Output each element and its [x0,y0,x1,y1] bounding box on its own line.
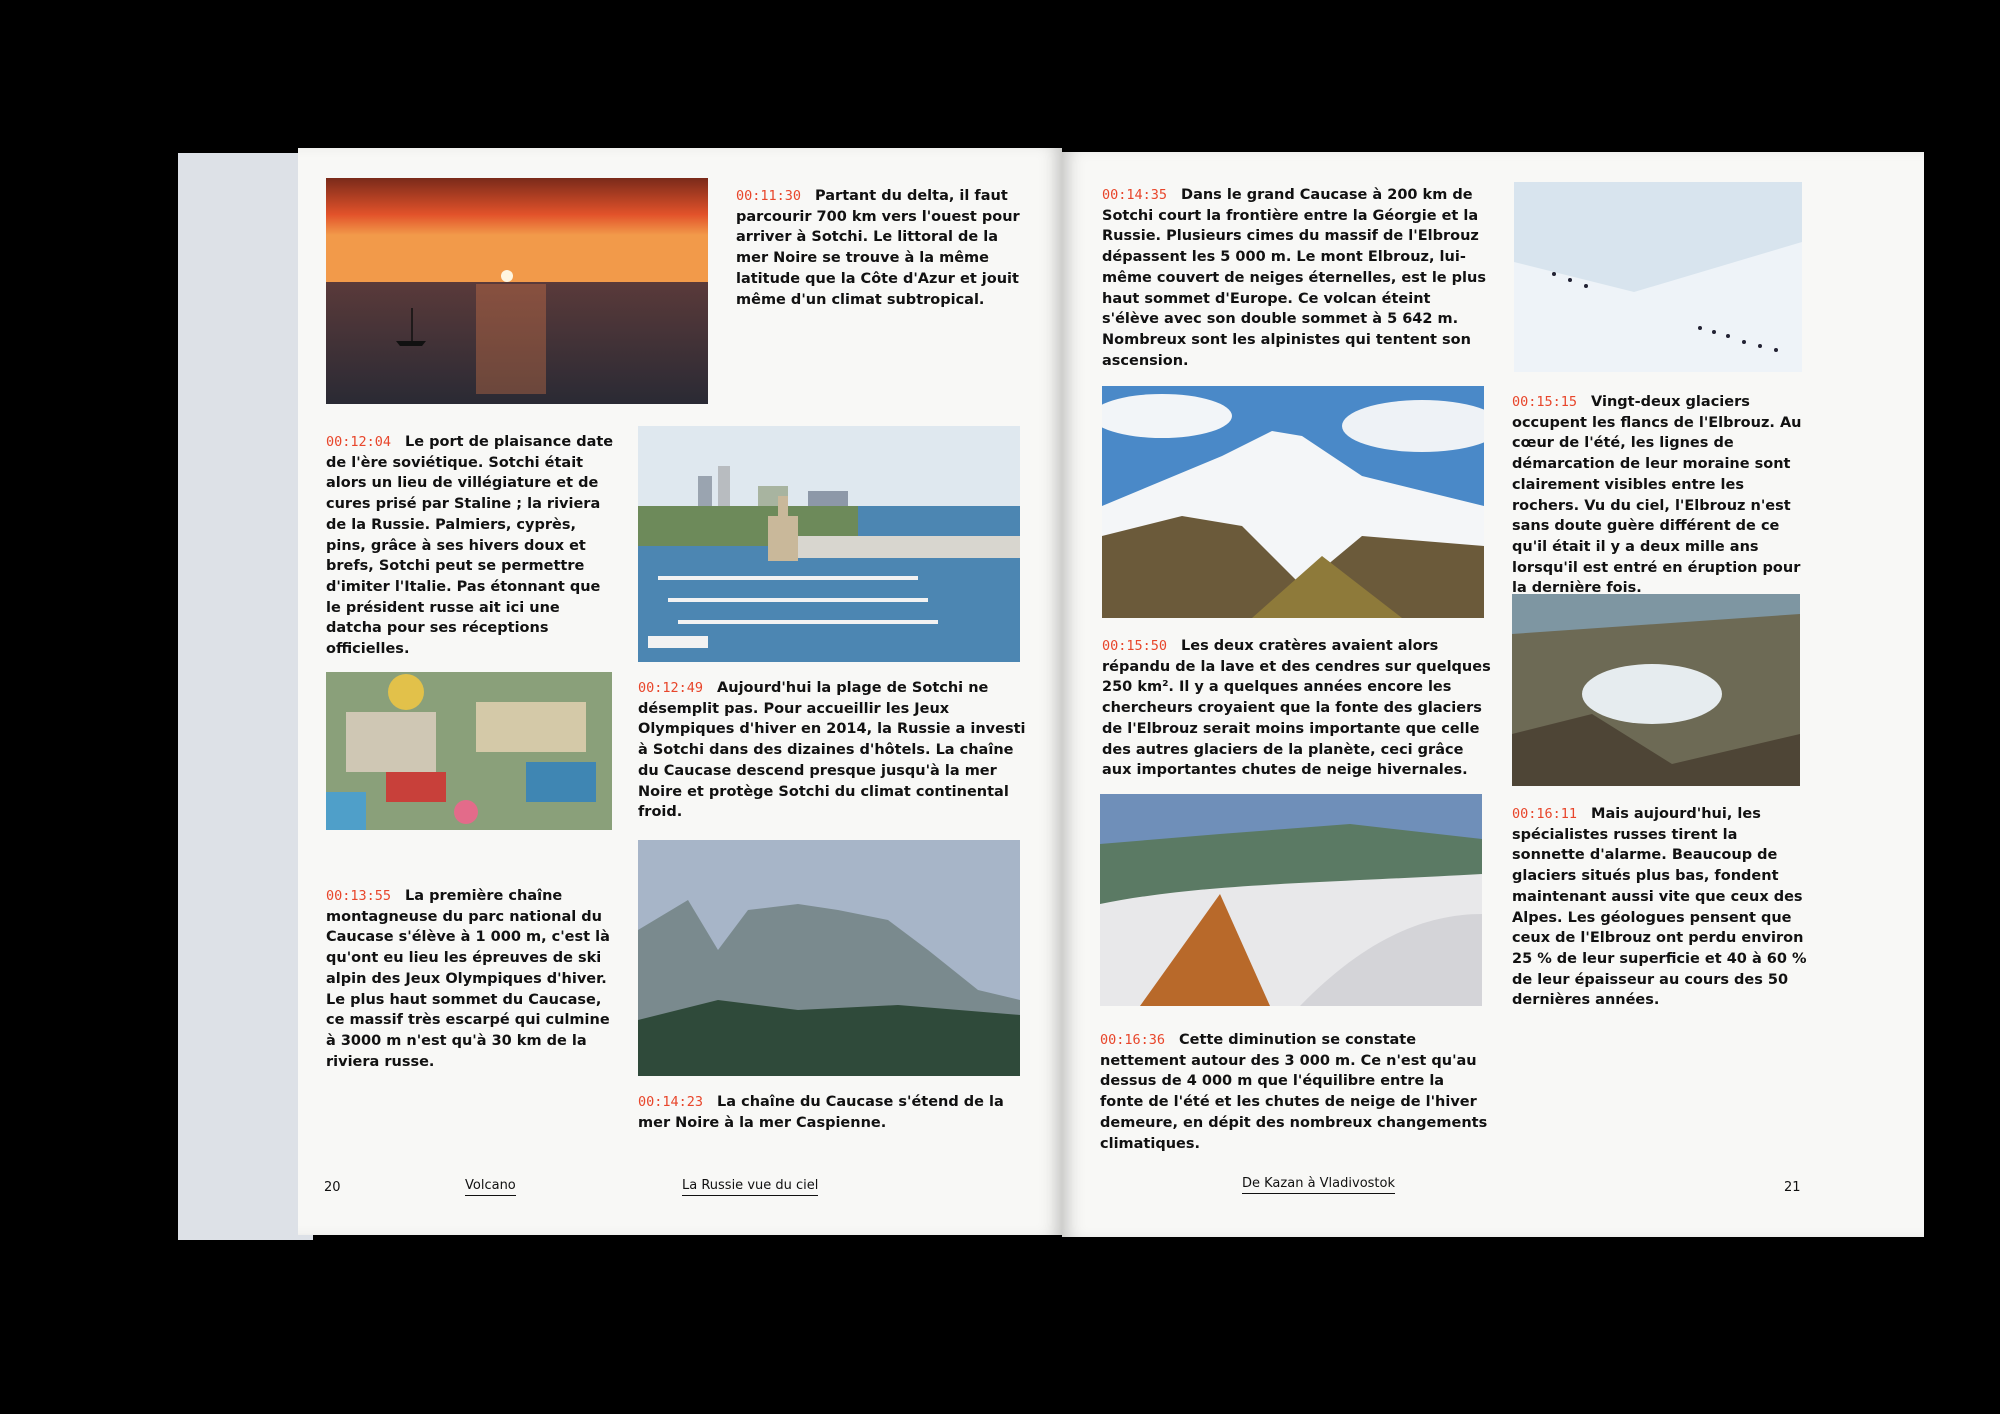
text-block-8: 00:15:50 Les deux cratères avaient alors répandu de la lave et des cendres sur quelques 250 km². Il y a quelques années encore les chercheurs croyaient que la fonte des glaciers de l'Elbrouz serait moins importante que celle des autres glaciers de la planète, ceci grâce aux importantes chutes de neige hivernales. [1102,638,1491,779]
running-head-right: De Kazan à Vladivostok [1242,1176,1395,1194]
text-block-3: 00:12:49 Aujourd'hui la plage de Sotchi ne désemplit pas. Pour accueillir les Jeux Olympiques d'hiver en 2014, la Russie a investi à Sotchi dans des dizaines d'hôtels. La chaîne du Caucase descend presque jusqu'à la mer Noire et protège Sotchi du climat continental froid. [638,680,1026,821]
timecode: 00:13:55 [326,888,392,904]
sochi-marina-photo [638,426,1020,662]
timecode: 00:12:49 [638,680,704,696]
timecode: 00:12:04 [326,434,392,450]
timecode: 00:11:30 [736,188,802,204]
caucasus-peak-photo [638,840,1020,1076]
timecode: 00:14:23 [638,1094,704,1110]
page-number: 20 [324,1180,341,1195]
text-block-9: 00:16:11 Mais aujourd'hui, les spécialistes russes tirent la sonnette d'alarme. Beaucoup de glaciers situés plus bas, fondent maintenant aussi vite que ceux des Alpes. Les géologues pensent que ceux de l'Elbrouz ont perdu environ 25 % de leur superficie et 40 à 60 % de leur épaisseur au cours des 50 dernières années. [1512,806,1807,1009]
text-block-2: 00:12:04 Le port de plaisance date de l'ère soviétique. Sotchi était alors un lieu de villégiature et de cures prisé par Staline ; la riviera de la Russie. Palmiers, cyprès, pins, grâce à ses hivers doux et brefs, Sotchi peut se permettre d'imiter l'Italie. Pas étonnant que le président russe ait ici une datcha pour ses réceptions officielles. [326,434,614,658]
text-block-7: 00:15:15 Vingt-deux glaciers occupent les flancs de l'Elbrouz. Au cœur de l'été, les lignes de démarcation de leur moraine sont clairement visibles entre les rochers. Vu du ciel, l'Elbrouz n'est sans doute guère différent de ce qu'il était il y a deux mille ans lorsqu'il est entré en éruption pour la dernière fois. [1512,394,1802,597]
text-block-10: 00:16:36 Cette diminution se constate nettement autour des 3 000 m. Ce n'est qu'au dessus de 4 000 m que l'équilibre entre la fonte de l'été et les chutes de neige de l'hiver demeure, en dépit des nombreux changements climatiques. [1100,1032,1488,1152]
sunset-sea-photo [326,178,708,404]
text-block-6: 00:14:35 Dans le grand Caucase à 200 km de Sotchi court la frontière entre la Géorgie et la Russie. Plusieurs cimes du massif de l'Elbrouz dépassent les 5 000 m. Le mont Elbrouz, lui-même couvert de neiges éternelles, est le plus haut sommet d'Europe. Ce volcan éteint s'élève avec son double sommet à 5 642 m. Nombreux sont les alpinistes qui tentent son ascension. [1102,187,1486,369]
glacier-moraine-photo [1100,794,1482,1006]
timecode: 00:14:35 [1102,187,1168,203]
timecode: 00:16:11 [1512,806,1578,822]
timecode: 00:15:15 [1512,394,1578,410]
theme-park-aerial-photo [326,672,612,830]
elbrus-summit-photo [1102,386,1484,618]
timecode: 00:15:50 [1102,638,1168,654]
timecode: 00:16:36 [1100,1032,1166,1048]
left-page [298,148,1062,1235]
climbers-snow-photo [1514,182,1802,372]
page-number: 21 [1784,1180,1801,1195]
elbrus-aerial-photo [1512,594,1800,786]
text-block-4: 00:13:55 La première chaîne montagneuse du parc national du Caucase s'élève à 1 000 m, c'est là qu'ont eu lieu les épreuves de ski alpin des Jeux Olympiques d'hiver. Le plus haut sommet du Caucase, ce massif très escarpé qui culmine à 3000 m n'est qu'à 30 km de la riviera russe. [326,888,610,1070]
right-page [1062,152,1924,1237]
back-cover [178,153,313,1240]
running-head-left: Volcano [465,1178,516,1196]
text-block-5: 00:14:23 La chaîne du Caucase s'étend de la mer Noire à la mer Caspienne. [638,1094,1004,1131]
running-head-center: La Russie vue du ciel [682,1178,818,1196]
text-block-1: 00:11:30 Partant du delta, il faut parcourir 700 km vers l'ouest pour arriver à Sotchi. Le littoral de la mer Noire se trouve à la même latitude que la Côte d'Azur et jouit même d'un climat subtropical. [736,188,1020,308]
